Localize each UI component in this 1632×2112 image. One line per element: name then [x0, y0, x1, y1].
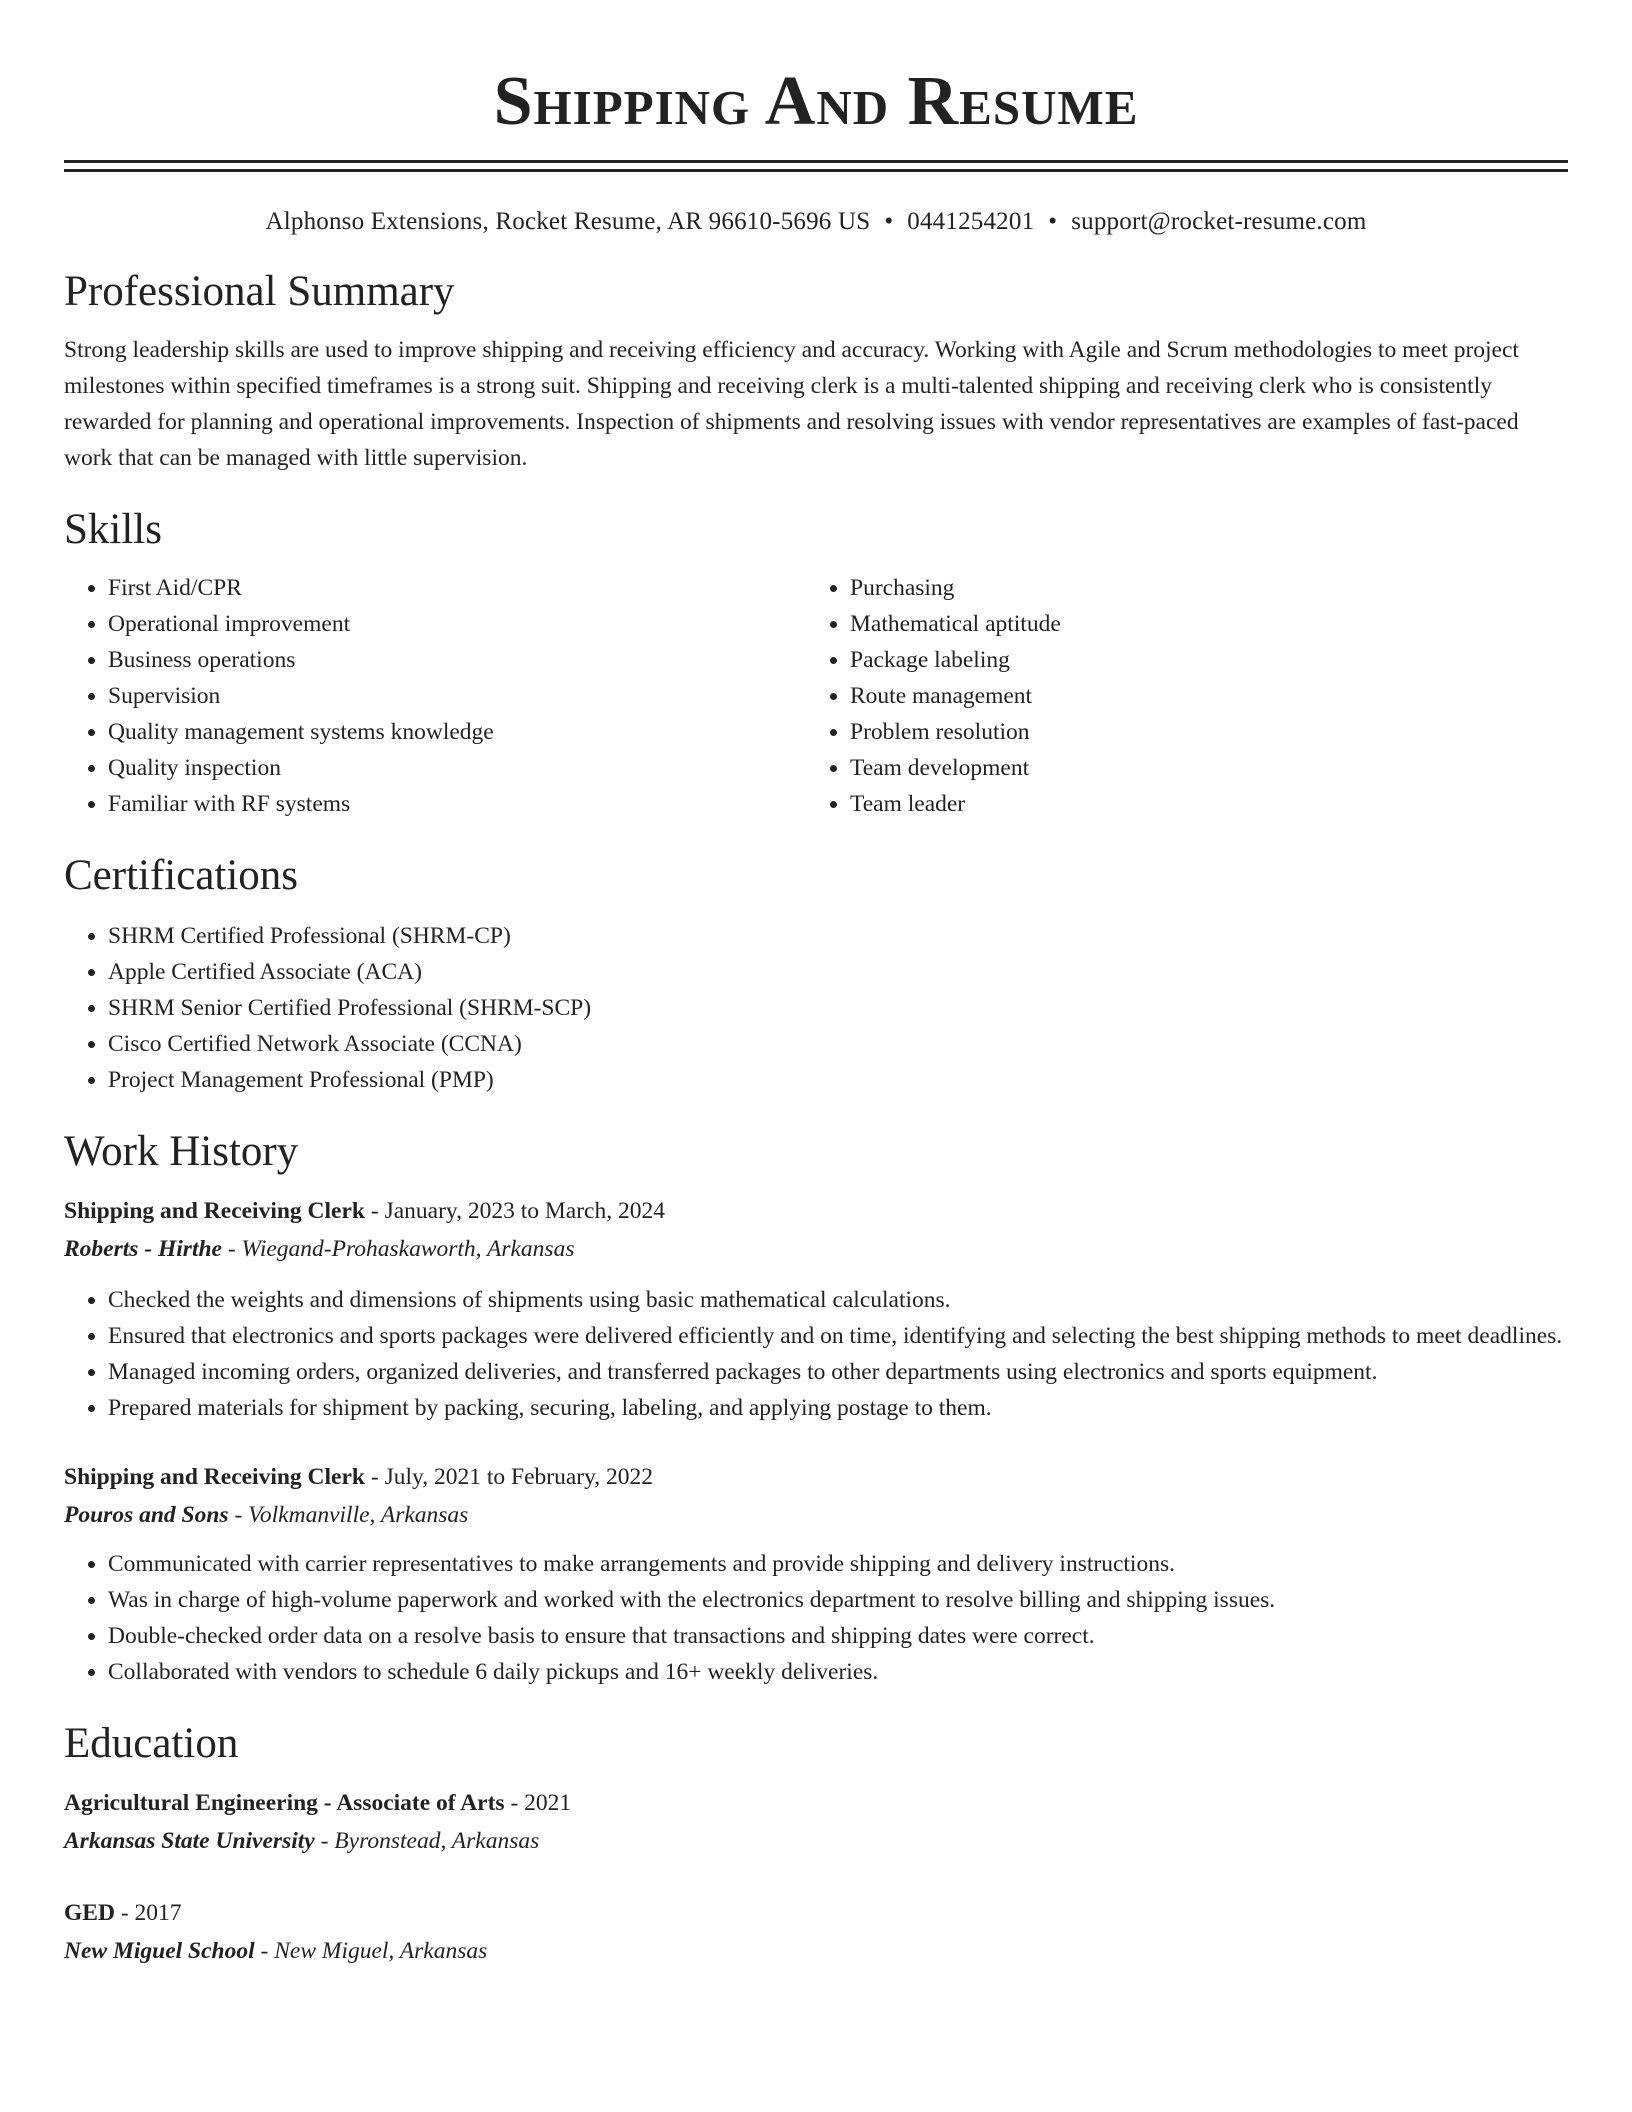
education-heading: Education [64, 1720, 239, 1767]
job-bullets [64, 1282, 1568, 1426]
job-company: Roberts - Hirthe [64, 1236, 222, 1262]
list-item: • Prepared materials for shipment by packing, securing, labeling, and applying postage to them. [108, 1390, 1568, 1426]
job-title-line [64, 1192, 1568, 1230]
list-item: • Ensured that electronics and sports packages were delivered efficiently and on time, identifying and selecting the best shipping methods to meet deadlines. [108, 1318, 1568, 1354]
education-school: New Miguel School [64, 1938, 255, 1964]
list-item: • Apple Certified Associate (ACA) [108, 954, 1568, 990]
contact-separator: • [884, 208, 894, 235]
list-item: • Checked the weights and dimensions of shipments using basic mathematical calculations. [108, 1282, 1568, 1318]
job-dates: - July, 2021 to February, 2022 [365, 1464, 654, 1490]
title-divider-bottom [64, 169, 1568, 172]
certifications-heading: Certifications [64, 852, 299, 899]
job-title: Shipping and Receiving Clerk [64, 1198, 365, 1224]
education-year: - 2021 [504, 1790, 572, 1816]
list-item: • Team development [850, 750, 1548, 786]
education-school: Arkansas State University [64, 1828, 315, 1854]
skills-heading: Skills [64, 506, 162, 553]
list-item: • Supervision [108, 678, 806, 714]
education-entry [64, 1784, 1568, 1860]
list-item: • SHRM Senior Certified Professional (SHRM-SCP) [108, 990, 1568, 1026]
list-item: • Operational improvement [108, 606, 806, 642]
resume-title: Shipping And Resume [493, 63, 1139, 140]
work-history-heading: Work History [64, 1128, 299, 1175]
certifications-list [64, 918, 1568, 1098]
contact-phone: 0441254201 [907, 208, 1035, 235]
certifications-section [64, 850, 1568, 1098]
skills-column-right [806, 570, 1548, 822]
list-item: • Purchasing [850, 570, 1548, 606]
list-item: • Mathematical aptitude [850, 606, 1548, 642]
education-degree: GED [64, 1900, 115, 1926]
list-item: • Project Management Professional (PMP) [108, 1062, 1568, 1098]
education-degree-line [64, 1894, 1568, 1932]
list-item: • Quality inspection [108, 750, 806, 786]
list-item: • Quality management systems knowledge [108, 714, 806, 750]
list-item: • Business operations [108, 642, 806, 678]
skills-section [64, 504, 1568, 822]
skills-list-right [806, 570, 1548, 822]
job-title-line [64, 1458, 1568, 1496]
summary-text: Strong leadership skills are used to improve shipping and receiving efficiency and accuracy. Working with Agile and Scrum methodologies to meet project milestones within specified timeframes is a strong suit. Shipping and receiving clerk is a multi-talented shipping and receiving clerk who is consistently rewarded for planning and operational improvements. Inspection of shipments and resolving issues with vendor representatives are examples of fast-paced work that can be managed with little supervision. [64, 337, 1519, 471]
list-item: • Double-checked order data on a resolve basis to ensure that transactions and shipping dates were correct. [108, 1618, 1568, 1654]
skills-list-left [64, 570, 806, 822]
list-item: • Familiar with RF systems [108, 786, 806, 822]
job-company-line [64, 1496, 1568, 1534]
list-item: • Cisco Certified Network Associate (CCNA) [108, 1026, 1568, 1062]
job-entry [64, 1458, 1568, 1690]
education-year: - 2017 [114, 1900, 182, 1926]
job-dates: - January, 2023 to March, 2024 [365, 1198, 665, 1224]
list-item: • Communicated with carrier representatives to make arrangements and provide shipping and delivery instructions. [108, 1546, 1568, 1582]
education-location: - Byronstead, Arkansas [314, 1828, 540, 1854]
list-item: • First Aid/CPR [108, 570, 806, 606]
list-item: • Problem resolution [850, 714, 1548, 750]
job-title: Shipping and Receiving Clerk [64, 1464, 365, 1490]
education-degree: Agricultural Engineering - Associate of Arts [64, 1790, 505, 1816]
education-school-line [64, 1822, 1568, 1860]
education-school-line [64, 1932, 1568, 1970]
list-item: • Was in charge of high-volume paperwork and worked with the electronics department to resolve billing and shipping issues. [108, 1582, 1568, 1618]
summary-heading: Professional Summary [64, 268, 455, 315]
job-company: Pouros and Sons [64, 1502, 229, 1528]
list-item: • Managed incoming orders, organized deliveries, and transferred packages to other departments using electronics and sports equipment. [108, 1354, 1568, 1390]
contact-line [64, 206, 1568, 238]
contact-address: Alphonso Extensions, Rocket Resume, AR 96610-5696 US [265, 208, 871, 235]
job-location: - Volkmanville, Arkansas [228, 1502, 469, 1528]
education-degree-line [64, 1784, 1568, 1822]
job-bullets [64, 1546, 1568, 1690]
job-company-line [64, 1230, 1568, 1268]
summary-section [64, 266, 1568, 476]
list-item: • Collaborated with vendors to schedule 6 daily pickups and 16+ weekly deliveries. [108, 1654, 1568, 1690]
job-entry [64, 1192, 1568, 1426]
list-item: • SHRM Certified Professional (SHRM-CP) [108, 918, 1568, 954]
list-item: • Package labeling [850, 642, 1548, 678]
education-section [64, 1718, 1568, 1970]
job-location: - Wiegand-Prohaskaworth, Arkansas [221, 1236, 575, 1262]
list-item: • Route management [850, 678, 1548, 714]
list-item: • Team leader [850, 786, 1548, 822]
contact-separator: • [1048, 208, 1058, 235]
work-history-section [64, 1126, 1568, 1690]
education-location: - New Miguel, Arkansas [254, 1938, 488, 1964]
education-entry [64, 1894, 1568, 1970]
skills-column-left [64, 570, 806, 822]
title-divider-top [64, 160, 1568, 163]
contact-email: support@rocket-resume.com [1071, 208, 1367, 235]
skills-columns [64, 570, 1568, 822]
